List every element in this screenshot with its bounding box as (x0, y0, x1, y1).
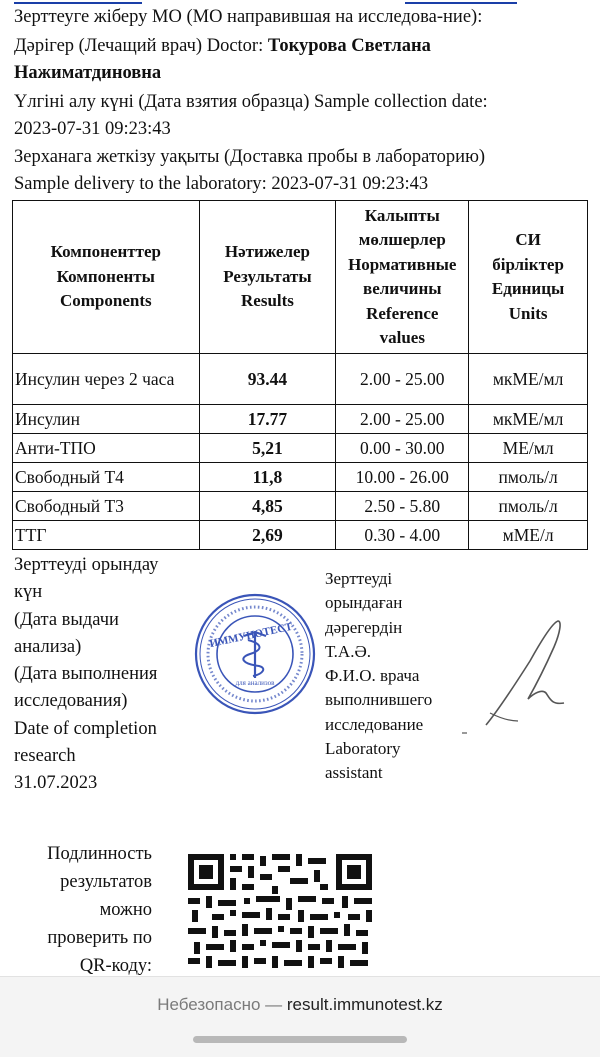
svg-text:для анализов: для анализов (235, 679, 275, 687)
cell-component: Инсулин через 2 часа (13, 354, 200, 405)
delivery-date: Sample delivery to the laboratory: 2023-07-31 09:23:43 (14, 174, 429, 194)
table-row (13, 521, 588, 550)
cell-unit: мкМЕ/мл (469, 405, 588, 434)
table-header-row (13, 201, 588, 354)
header-component: Компоненттер Компоненты Components (13, 201, 200, 354)
delivery-label: Зерханага жеткізу уақыты (Доставка пробы в лабораторию) (14, 147, 486, 167)
cell-component: Свободный Т4 (13, 463, 200, 492)
header-result: Нәтижелер Результаты Results (199, 201, 336, 354)
cell-unit: мМЕ/л (469, 521, 588, 550)
results-table (12, 200, 588, 550)
insecure-label: Небезопасно — (157, 995, 283, 1014)
completion-date: 31.07.2023 (14, 773, 98, 794)
cell-unit: пмоль/л (469, 492, 588, 521)
mark-dash (462, 732, 467, 734)
cell-result: 93.44 (199, 354, 336, 405)
svg-text:ИММУНОТЕСТ: ИММУНОТЕСТ (208, 620, 294, 651)
cell-component: ТТГ (13, 521, 200, 550)
table-row (13, 463, 588, 492)
cell-reference: 2.00 - 25.00 (336, 354, 469, 405)
address-url[interactable] (0, 995, 600, 1015)
cell-reference: 2.00 - 25.00 (336, 405, 469, 434)
home-indicator[interactable] (193, 1036, 407, 1043)
lab-stamp-icon (193, 592, 317, 716)
table-row (13, 434, 588, 463)
header-units: СИ бірліктер Единицы Units (469, 201, 588, 354)
cell-result: 5,21 (199, 434, 336, 463)
header-reference: Калыпты мөлшерлер Нормативные величины Reference values (336, 201, 469, 354)
cell-component: Анти-ТПО (13, 434, 200, 463)
cell-component: Свободный Т3 (13, 492, 200, 521)
cell-reference: 0.30 - 4.00 (336, 521, 469, 550)
signer-block: Зерттеуді орындаған дәрегердін Т.А.Ә. Ф.И.О. врача выполнившего исследование Laboratory assistant (325, 569, 433, 783)
site-domain: result.immunotest.kz (286, 995, 443, 1014)
cell-result: 2,69 (199, 521, 336, 550)
cell-unit: МЕ/мл (469, 434, 588, 463)
cell-unit: мкМЕ/мл (469, 354, 588, 405)
cell-reference: 0.00 - 30.00 (336, 434, 469, 463)
cell-component: Инсулин (13, 405, 200, 434)
doctor-line (14, 33, 431, 60)
collection-date-value: 2023-07-31 09:23:43 (14, 119, 171, 139)
browser-address-bar[interactable] (0, 976, 600, 1057)
cell-result: 11,8 (199, 463, 336, 492)
collection-date-label: Үлгіні алу күні (Дата взятия образца) Sample collection date: (14, 92, 488, 112)
completion-date-block: Зерттеуді орындау күн (Дата выдачи анализа) (Дата выполнения исследования) Date of completion research 31.07.2023 (14, 552, 189, 798)
doctor-name: Токурова Светлана (267, 36, 431, 56)
qr-note: Подлинность результатов можно проверить по QR-коду: (47, 844, 152, 976)
table-row (13, 405, 588, 434)
doctor-label: Дәрігер (Лечащий врач) Doctor: (14, 36, 268, 56)
table-row (13, 354, 588, 405)
signature-icon (478, 613, 578, 735)
cell-reference: 2.50 - 5.80 (336, 492, 469, 521)
cell-unit: пмоль/л (469, 463, 588, 492)
cell-result: 4,85 (199, 492, 336, 521)
table-row (13, 492, 588, 521)
cell-result: 17.77 (199, 405, 336, 434)
referral-org-line: Зерттеуге жіберу МО (МО направившая на исследова-ние): (14, 7, 483, 27)
cell-reference: 10.00 - 26.00 (336, 463, 469, 492)
qr-code-icon[interactable] (186, 852, 374, 976)
doctor-name-cont: Нажиматдиновна (14, 63, 162, 83)
